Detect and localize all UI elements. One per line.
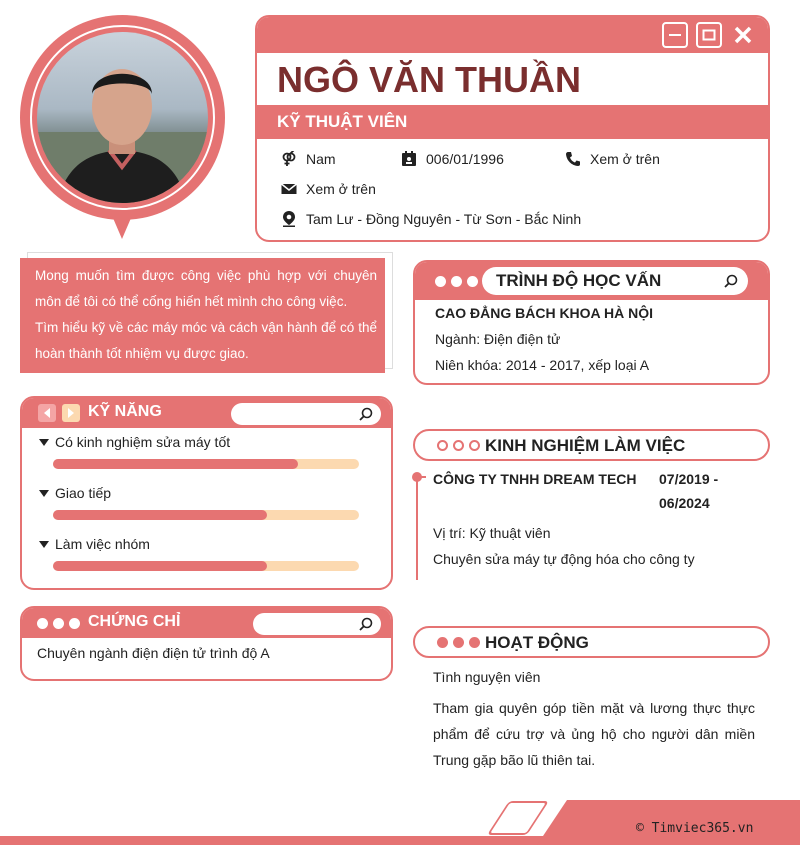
- skill-bar-track: [53, 459, 359, 469]
- phone-icon: [565, 151, 581, 167]
- objective-line-1: Mong muốn tìm được công việc phù hợp với chuyên môn để tôi có thể cống hiến hết mình cho công việc.: [35, 268, 377, 309]
- skill-bar-fill: [53, 510, 267, 520]
- maximize-icon: [696, 22, 722, 48]
- copyright: © Timviec365.vn: [636, 821, 754, 836]
- certificates-title: CHỨNG CHỈ: [88, 613, 181, 630]
- skills-panel-header: [22, 398, 391, 428]
- arrow-left-icon: [38, 404, 56, 422]
- skill-name: Làm việc nhóm: [55, 536, 150, 552]
- education-panel: [413, 260, 770, 385]
- school-name: CAO ĐẲNG BÁCH KHOA HÀ NỘI: [435, 305, 654, 321]
- avatar: [37, 32, 208, 203]
- skill-bar-track: [53, 561, 359, 571]
- avatar-frame: [20, 15, 225, 220]
- education-title-pill: [482, 267, 748, 295]
- skill-item: [39, 434, 230, 450]
- address-row: [281, 211, 581, 227]
- search-icon: [359, 407, 373, 421]
- objective-line-2: Tìm hiểu kỹ về các máy móc và cách vận hành để có thể hoàn thành tốt nhiệm vụ được giao.: [35, 320, 377, 361]
- gender-icon: [281, 151, 297, 167]
- experience-header: [413, 429, 770, 461]
- close-icon: [730, 22, 756, 48]
- activity-item: Tình nguyện viên: [433, 669, 541, 685]
- mail-icon: [281, 181, 297, 197]
- location-pin-icon: [281, 211, 297, 227]
- window-titlebar: [257, 17, 768, 53]
- skill-bar-fill: [53, 459, 298, 469]
- certificates-panel-header: [22, 608, 391, 638]
- education-period: Niên khóa: 2014 - 2017, xếp loại A: [435, 357, 650, 373]
- activity-description: Tham gia quyên góp tiền mặt và lương thực thực phẩm để cứu trợ và ủng hộ cho người dân miền Trung gặp bão lũ thiên tai.: [433, 700, 755, 768]
- arrow-right-icon: [62, 404, 80, 422]
- education-panel-header: [415, 262, 768, 300]
- timeline-line: [416, 475, 418, 580]
- header-card: [255, 15, 770, 242]
- education-title: TRÌNH ĐỘ HỌC VẤN: [496, 271, 662, 290]
- skill-bar-fill: [53, 561, 267, 571]
- skill-name: Giao tiếp: [55, 485, 112, 501]
- skills-panel: [20, 396, 393, 590]
- dob-value: 006/01/1996: [426, 151, 504, 167]
- timeline-dot: [412, 472, 422, 482]
- phone-value: Xem ở trên: [590, 151, 660, 167]
- skills-title: KỸ NĂNG: [88, 403, 162, 420]
- dots-icon: [437, 440, 480, 451]
- phone-row: [565, 151, 660, 167]
- calendar-icon: [401, 151, 417, 167]
- activities-header: [413, 626, 770, 658]
- skill-name: Có kinh nghiệm sửa máy tốt: [55, 434, 231, 450]
- certificate-item: Chuyên ngành điện điện tử trình độ A: [37, 645, 270, 661]
- activities-title: HOẠT ĐỘNG: [485, 633, 589, 652]
- footer-slant-shape: [487, 801, 549, 835]
- certificates-panel: [20, 606, 393, 681]
- address-value: Tam Lư - Đồng Nguyên - Từ Sơn - Bắc Ninh: [306, 211, 582, 227]
- experience-description: Chuyên sửa máy tự động hóa cho công ty: [433, 551, 695, 567]
- experience-title: KINH NGHIỆM LÀM VIỆC: [485, 436, 686, 455]
- dots-icon: [437, 637, 480, 648]
- gender-value: Nam: [306, 151, 336, 167]
- search-icon: [724, 274, 738, 288]
- candidate-name: NGÔ VĂN THUẦN: [277, 59, 581, 100]
- job-title: KỸ THUẬT VIÊN: [257, 105, 768, 139]
- dots-icon: [37, 618, 80, 629]
- email-row: [281, 181, 376, 197]
- minimize-icon: [662, 22, 688, 48]
- gender-row: [281, 151, 336, 167]
- dob-row: [401, 151, 504, 167]
- experience-date-end: 06/2024: [659, 495, 710, 511]
- experience-date-start: 07/2019 -: [659, 471, 719, 487]
- skill-bar-track: [53, 510, 359, 520]
- email-value: Xem ở trên: [306, 181, 376, 197]
- skill-item: [39, 536, 150, 552]
- company-name: CÔNG TY TNHH DREAM TECH: [433, 471, 637, 487]
- skill-item: [39, 485, 111, 501]
- education-major: Ngành: Điện điện tử: [435, 331, 561, 347]
- search-icon: [359, 617, 373, 631]
- dots-icon: [435, 276, 478, 287]
- career-objective: [20, 258, 385, 373]
- experience-role: Vị trí: Kỹ thuật viên: [433, 525, 551, 541]
- skills-search-box: [231, 403, 381, 425]
- certificates-search-box: [253, 613, 381, 635]
